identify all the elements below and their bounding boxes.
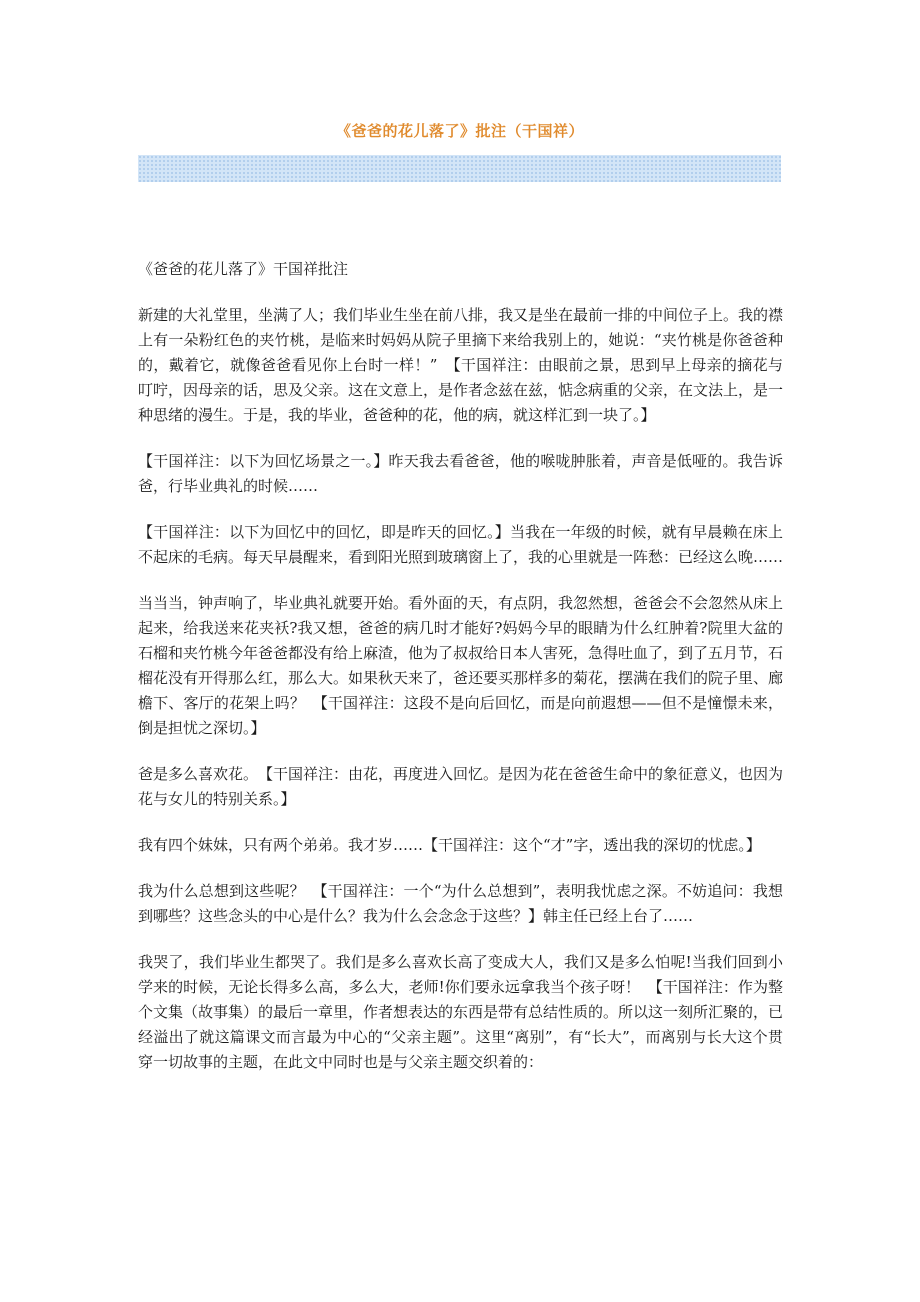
article-heading: 《爸爸的花儿落了》干国祥批注 xyxy=(138,260,349,278)
title-band xyxy=(138,155,781,182)
paragraph: 【干国祥注：以下为回忆中的回忆，即是昨天的回忆。】当我在一年级的时候，就有早晨赖在床上不起床的毛病。每天早晨醒来，看到阳光照到玻璃窗上了，我的心里就是一阵愁：已经这么晚…… xyxy=(138,523,784,566)
paragraph: 我有四个妹妹，只有两个弟弟。我才岁……【干国祥注：这个“才”字，透出我的深切的忧虑。】 xyxy=(138,836,761,854)
paragraph: 我为什么总想到这些呢？ 【干国祥注：一个“为什么总想到”，表明我忧虑之深。不妨追问：我想到哪些？这些念头的中心是什么？我为什么会念念于这些？】韩主任已经上台了…… xyxy=(138,882,783,925)
article-body xyxy=(138,257,783,1096)
paragraph: 【干国祥注：以下为回忆场景之一。】昨天我去看爸爸，他的喉咙肿胀着，声音是低哑的。我告诉爸，行毕业典礼的时候…… xyxy=(138,452,783,495)
paragraph: 爸是多么喜欢花。 【干国祥注：由花，再度进入回忆。是因为花在爸爸生命中的象征意义，也因为花与女儿的特别关系。】 xyxy=(138,765,784,808)
page-title: 《爸爸的花儿落了》批注（干国祥） xyxy=(335,122,584,140)
paragraph: 当当当，钟声响了，毕业典礼就要开始。看外面的天，有点阴，我忽然想，爸爸会不会忽然从床上起来，给我送来花夹袄?我又想，爸爸的病几时才能好?妈妈今早的眼睛为什么红肿着?院里大盆的石榴和夹竹桃今年爸爸都没有给上麻渣，他为了叔叔给日本人害死，急得吐血了，到了五月节，石榴花没有开得那么红，那么大。如果秋天来了，爸还要买那样多的菊花，摆满在我们的院子里、廊檐下、客厅的花架上吗？ 【干国祥注：这段不是向后回忆，而是向前遐想——但不是憧憬未来，倒是担忧之深切。】 xyxy=(138,594,784,737)
paragraph: 我哭了，我们毕业生都哭了。我们是多么喜欢长高了变成大人，我们又是多么怕呢!当我们回到小学来的时候，无论长得多么高，多么大，老师!你们要永远拿我当个孩子呀！ 【干国祥注：作为整个文集（故事集）的最后一章里，作者想表达的东西是带有总结性质的。所以这一刻所汇聚的，已经溢出了就这篇课文而言最为中心的“父亲主题”。这里“离别”，有“长大”，而离别与长大这个贯穿一切故事的主题，在此文中同时也是与父亲主题交织着的： xyxy=(138,953,784,1071)
paragraph: 新建的大礼堂里，坐满了人；我们毕业生坐在前八排，我又是坐在最前一排的中间位子上。我的襟上有一朵粉红色的夹竹桃，是临来时妈妈从院子里摘下来给我别上的，她说：“夹竹桃是你爸爸种的，戴着它，就像爸爸看见你上台时一样！” 【干国祥注：由眼前之景，思到早上母亲的摘花与叮咛，因母亲的话，思及父亲。这在文意上，是作者念兹在兹，惦念病重的父亲，在文法上，是一种思绪的漫生。于是，我的毕业，爸爸种的花，他的病，就这样汇到一块了。】 xyxy=(138,306,784,424)
